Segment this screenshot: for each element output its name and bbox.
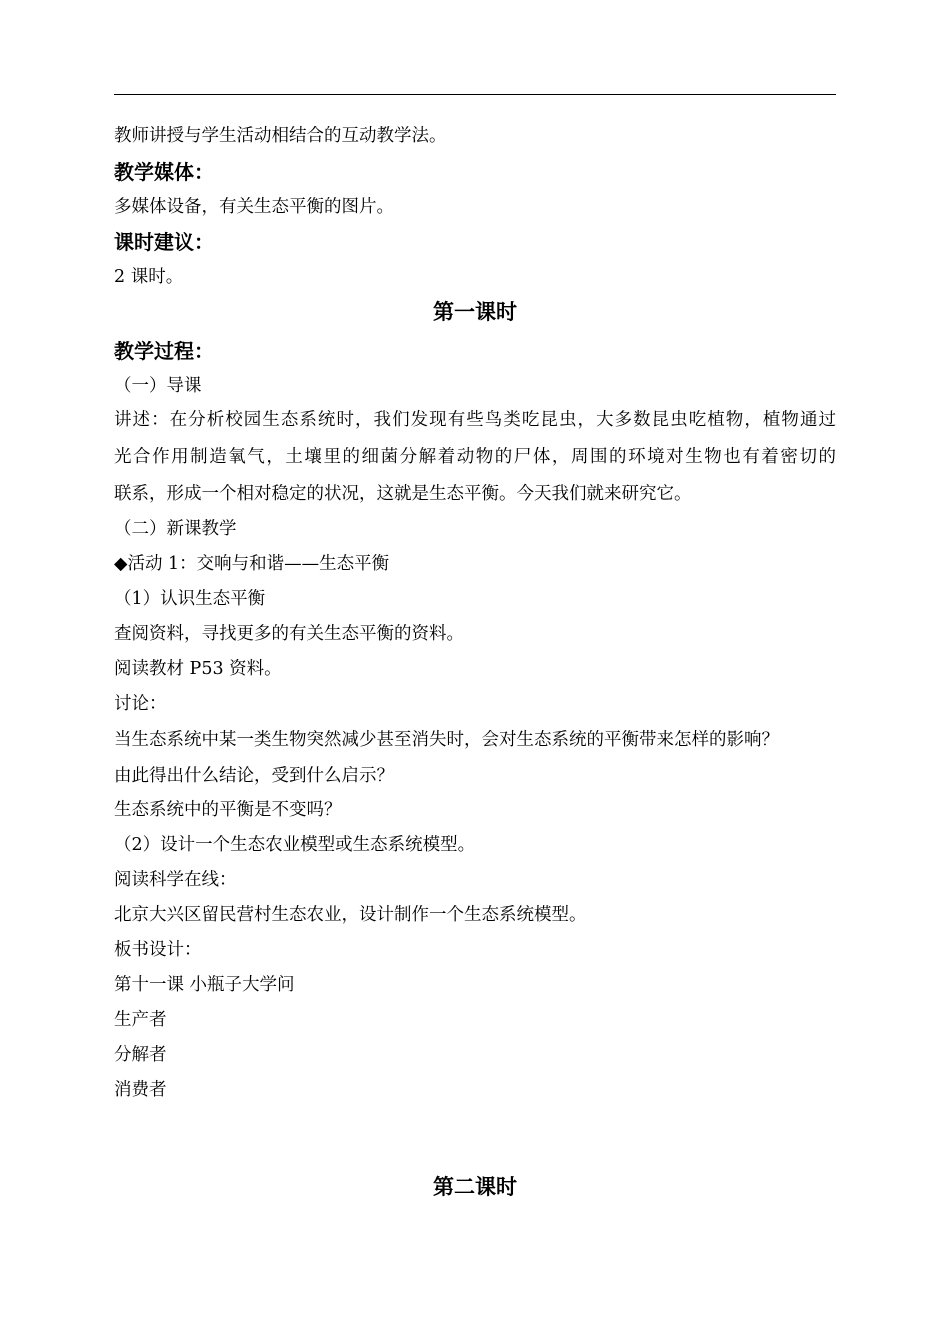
- hours-heading: 课时建议：: [114, 230, 214, 254]
- hours-text: 2 课时。: [114, 267, 184, 287]
- method-text: 教师讲授与学生活动相结合的互动教学法。: [114, 126, 447, 146]
- board-item: 生产者: [114, 1010, 167, 1030]
- new-lesson-label: （二）新课教学: [114, 519, 237, 539]
- step-1-label: （1）认识生态平衡: [114, 589, 266, 609]
- lesson1-title: 第一课时: [433, 300, 517, 324]
- process-heading: 教学过程：: [114, 339, 214, 363]
- board-title: 第十一课 小瓶子大学问: [114, 975, 295, 995]
- step-2-label: （2）设计一个生态农业模型或生态系统模型。: [114, 835, 476, 855]
- header-rule: [114, 94, 836, 95]
- board-item: 消费者: [114, 1080, 167, 1100]
- discuss-label: 讨论：: [114, 694, 167, 714]
- step-1-text-a: 查阅资料，寻找更多的有关生态平衡的资料。: [114, 624, 464, 644]
- discuss-question-3: 生态系统中的平衡是不变吗？: [114, 800, 342, 820]
- discuss-question-2: 由此得出什么结论，受到什么启示？: [114, 766, 394, 786]
- lesson2-title: 第二课时: [433, 1175, 517, 1199]
- step-1-text-b: 阅读教材 P53 资料。: [114, 659, 282, 679]
- board-label: 板书设计：: [114, 940, 202, 960]
- intro-label: （一）导课: [114, 376, 202, 396]
- intro-para-line-1: 讲述：在分析校园生态系统时，我们发现有些鸟类吃昆虫，大多数昆虫吃植物，植物通过: [114, 410, 836, 430]
- discuss-question-1: 当生态系统中某一类生物突然减少甚至消失时，会对生态系统的平衡带来怎样的影响？: [114, 730, 779, 750]
- board-item: 分解者: [114, 1045, 167, 1065]
- science-online-label: 阅读科学在线：: [114, 870, 237, 890]
- media-heading: 教学媒体：: [114, 160, 214, 184]
- science-online-text: 北京大兴区留民营村生态农业，设计制作一个生态系统模型。: [114, 905, 587, 925]
- intro-para-line-2: 光合作用制造氧气，土壤里的细菌分解着动物的尸体，周围的环境对生物也有着密切的: [114, 447, 836, 467]
- activity-1-label: ◆活动 1：交响与和谐——生态平衡: [114, 554, 390, 574]
- intro-para-line-3: 联系，形成一个相对稳定的状况，这就是生态平衡。今天我们就来研究它。: [114, 484, 692, 504]
- media-text: 多媒体设备，有关生态平衡的图片。: [114, 197, 394, 217]
